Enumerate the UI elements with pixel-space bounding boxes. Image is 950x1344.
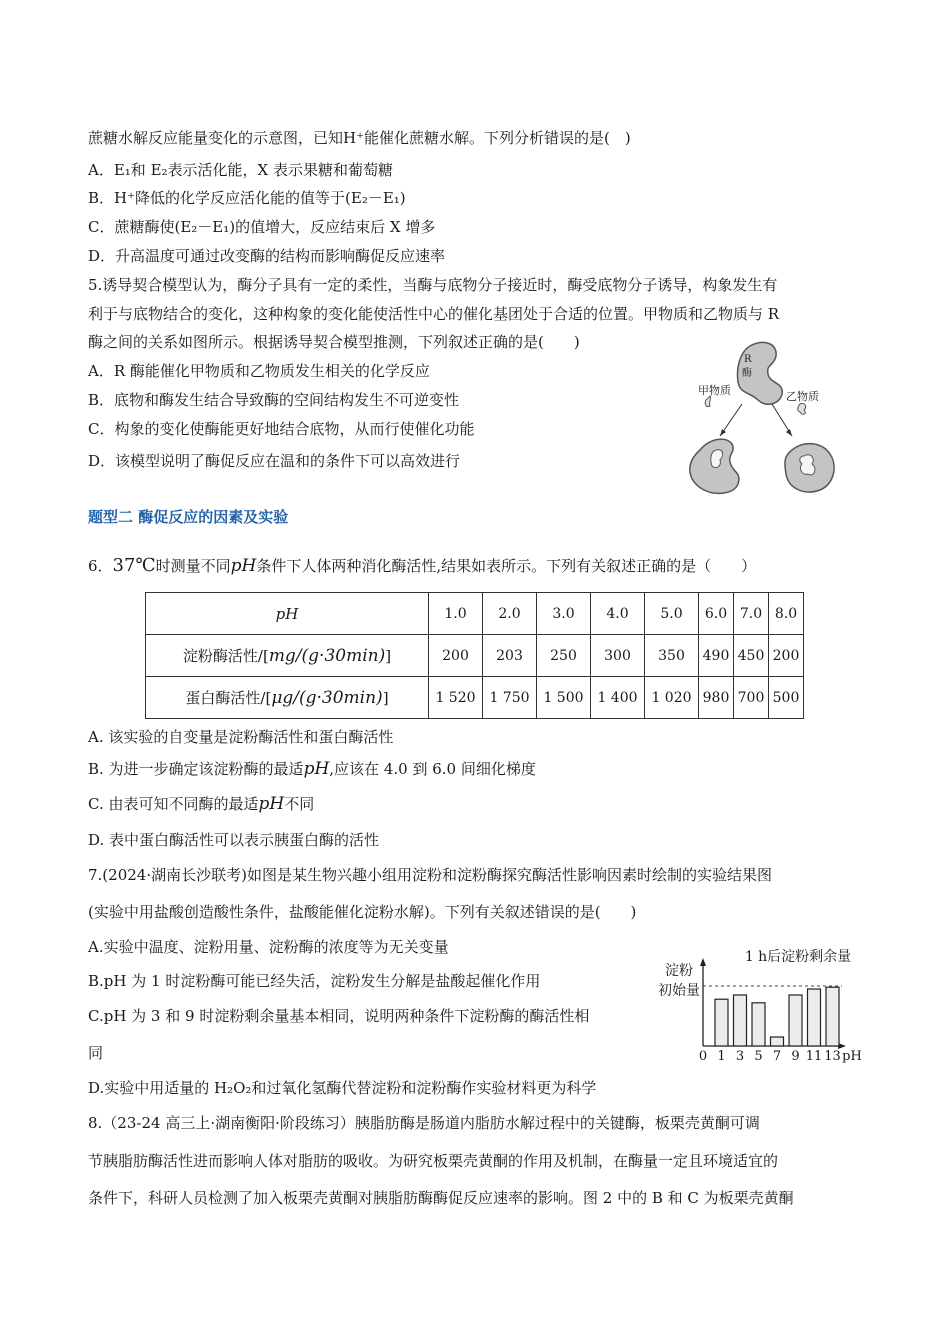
q6-option-c-pre: C. 由表可知不同酶的最适 xyxy=(88,795,259,813)
amylase-cell: 250 xyxy=(537,635,591,677)
q6-stem xyxy=(88,556,756,576)
chart-x-ticks xyxy=(699,1049,841,1064)
section-heading: 题型二 酶促反应的因素及实验 xyxy=(88,508,289,526)
amylase-label-close: ] xyxy=(385,647,392,665)
q8-stem-line-2: 节胰脂肪酶活性进而影响人体对脂肪的吸收。为研究板栗壳黄酮的作用及机制，在酶量一定且环境适宜的 xyxy=(88,1152,779,1170)
r-enzyme-label: R xyxy=(744,354,752,365)
chart-bars xyxy=(715,987,839,1046)
protease-cell: 1 020 xyxy=(645,677,699,719)
table-row-ph xyxy=(146,593,804,635)
amylase-cell: 490 xyxy=(699,635,734,677)
q4-option-d: D．升高温度可通过改变酶的结构而影响酶促反应速率 xyxy=(88,247,446,265)
table-row-protease xyxy=(146,677,804,719)
chart-x-tick-label: 7 xyxy=(772,1049,782,1064)
q4-option-b: B．H⁺降低的化学反应活化能的值等于(E₂－E₁) xyxy=(88,189,406,207)
amylase-row-label xyxy=(146,635,429,677)
amylase-unit: mg/(g·30min) xyxy=(268,646,386,666)
amylase-cell: 203 xyxy=(483,635,537,677)
chart-bar-ph-9 xyxy=(789,995,802,1046)
yi-bound-shape xyxy=(800,455,815,475)
ph-cell: 6.0 xyxy=(699,593,734,635)
protease-cell: 980 xyxy=(699,677,734,719)
q6-stem-mid: 时测量不同 xyxy=(155,557,231,575)
q6-number: 6． xyxy=(88,557,113,575)
protease-row-label xyxy=(146,677,429,719)
chart-x-tick-label: 11 xyxy=(805,1049,823,1064)
table-row-amylase xyxy=(146,635,804,677)
chart-bar-ph-5 xyxy=(752,1003,765,1046)
enzyme-activity-table xyxy=(145,592,804,719)
q6-option-b-ph: pH xyxy=(303,759,330,779)
amylase-cell: 200 xyxy=(429,635,483,677)
amylase-cell: 350 xyxy=(645,635,699,677)
enzyme-label: 酶 xyxy=(742,368,752,379)
q6-option-c-ph: pH xyxy=(258,794,285,814)
label-yi-substance: 乙物质 xyxy=(786,390,819,403)
amylase-cell: 450 xyxy=(734,635,769,677)
q5-stem-line-2: 利于与底物结合的变化，这种构象的变化能使活性中心的催化基团处于合适的位置。甲物质和乙物质与 R xyxy=(88,305,780,323)
chart-x-tick-label: 0 xyxy=(698,1049,708,1064)
amylase-cell: 300 xyxy=(591,635,645,677)
chart-x-tick-label: 13 xyxy=(824,1049,841,1064)
chart-title: 1 h后淀粉剩余量 xyxy=(744,949,852,965)
chart-bar-ph-3 xyxy=(734,995,747,1046)
chart-bar-ph-7 xyxy=(771,1037,784,1046)
q7-option-b: B.pH 为 1 时淀粉酶可能已经失活，淀粉发生分解是盐酸起催化作用 xyxy=(88,972,541,990)
q8-stem-line-3: 条件下，科研人员检测了加入板栗壳黄酮对胰脂肪酶酶促反应速率的影响。图 2 中的 B 和 C 为板栗壳黄酮 xyxy=(88,1189,794,1207)
protease-cell: 1 520 xyxy=(429,677,483,719)
protease-label-close: ] xyxy=(382,689,389,707)
protease-cell: 1 750 xyxy=(483,677,537,719)
q4-stem: 蔗糖水解反应能量变化的示意图，已知H⁺能催化蔗糖水解。下列分析错误的是( ) xyxy=(88,129,631,147)
chart-bar-ph-1 xyxy=(715,999,728,1046)
protease-cell: 500 xyxy=(769,677,804,719)
starch-remaining-chart xyxy=(648,942,870,1066)
q6-temperature: 37℃ xyxy=(112,555,156,576)
q5-option-b: B．底物和酶发生结合导致酶的空间结构发生不可逆变性 xyxy=(88,391,460,409)
table-header-ph: pH xyxy=(146,593,429,635)
protease-cell: 1 500 xyxy=(537,677,591,719)
arrowhead-jia xyxy=(720,429,726,436)
chart-x-tick-label: 1 xyxy=(717,1049,726,1064)
label-jia-substance: 甲物质 xyxy=(698,384,731,397)
induced-fit-figure xyxy=(680,338,860,500)
chart-x-tick-label: 9 xyxy=(791,1049,800,1064)
q8-stem-line-1: 8.（23-24 高三上·湖南衡阳·阶段练习）胰脂肪酶是肠道内脂肪水解过程中的关键酶，板栗壳黄酮可调 xyxy=(88,1114,760,1132)
protease-label-text: 蛋白酶活性/[ xyxy=(185,689,272,707)
q7-option-d: D.实验中用适量的 H₂O₂和过氧化氢酶代替淀粉和淀粉酶作实验材料更为科学 xyxy=(88,1079,597,1097)
q6-ph-symbol: pH xyxy=(230,556,257,576)
jia-substance-shape xyxy=(705,396,710,407)
q6-option-b xyxy=(88,759,536,779)
arrowhead-yi xyxy=(786,429,792,436)
q5-option-c: C．构象的变化使酶能更好地结合底物，从而行使催化功能 xyxy=(88,420,475,438)
protease-cell: 700 xyxy=(734,677,769,719)
amylase-label-text: 淀粉酶活性/[ xyxy=(182,647,269,665)
ph-cell: 5.0 xyxy=(645,593,699,635)
q5-stem-line-3: 酶之间的关系如图所示。根据诱导契合模型推测，下列叙述正确的是( ) xyxy=(88,333,580,351)
amylase-cell: 200 xyxy=(769,635,804,677)
ph-cell: 8.0 xyxy=(769,593,804,635)
q7-stem-line-2: (实验中用盐酸创造酸性条件，盐酸能催化淀粉水解)。下列有关叙述错误的是( ) xyxy=(88,903,637,921)
q5-stem-line-1: 5.诱导契合模型认为，酶分子具有一定的柔性，当酶与底物分子接近时，酶受底物分子诱导，构象发生有 xyxy=(88,276,778,294)
q7-option-a: A.实验中温度、淀粉用量、淀粉酶的浓度等为无关变量 xyxy=(88,938,449,956)
ph-cell: 3.0 xyxy=(537,593,591,635)
q5-option-d: D．该模型说明了酶促反应在温和的条件下可以高效进行 xyxy=(88,452,461,470)
chart-ylabel-line-2: 初始量 xyxy=(658,983,700,999)
ph-cell: 2.0 xyxy=(483,593,537,635)
q6-stem-suffix: 条件下人体两种消化酶活性,结果如表所示。下列有关叙述正确的是（ ） xyxy=(256,557,757,575)
q6-option-b-post: ,应该在 4.0 到 6.0 间细化梯度 xyxy=(329,760,536,778)
chart-bar-ph-11 xyxy=(808,989,821,1046)
yi-substance-shape xyxy=(798,403,806,414)
ph-cell: 4.0 xyxy=(591,593,645,635)
chart-bar-ph-13 xyxy=(826,987,839,1046)
chart-ylabel-line-1: 淀粉 xyxy=(665,963,693,979)
q7-option-c-continued: 同 xyxy=(88,1044,104,1062)
q6-option-c-post: 不同 xyxy=(284,795,315,813)
chart-x-tick-label: 5 xyxy=(754,1049,763,1064)
q5-option-a: A．R 酶能催化甲物质和乙物质发生相关的化学反应 xyxy=(88,362,430,380)
q7-stem-line-1: 7.(2024·湖南长沙联考)如图是某生物兴趣小组用淀粉和淀粉酶探究酶活性影响因素时绘制的实验结果图 xyxy=(88,866,772,884)
q6-option-d: D. 表中蛋白酶活性可以表示胰蛋白酶的活性 xyxy=(88,831,380,849)
ph-cell: 1.0 xyxy=(429,593,483,635)
chart-y-axis-arrow xyxy=(700,958,706,966)
q6-option-a: A. 该实验的自变量是淀粉酶活性和蛋白酶活性 xyxy=(88,728,394,746)
ph-cell: 7.0 xyxy=(734,593,769,635)
protease-cell: 1 400 xyxy=(591,677,645,719)
q4-option-c: C．蔗糖酶使(E₂－E₁)的值增大，反应结束后 X 增多 xyxy=(88,218,436,236)
chart-xlabel: pH xyxy=(842,1049,862,1064)
chart-x-tick-label: 3 xyxy=(735,1049,745,1064)
q7-option-c: C.pH 为 3 和 9 时淀粉剩余量基本相同，说明两种条件下淀粉酶的酶活性相 xyxy=(88,1007,590,1025)
protease-unit: μg/(g·30min) xyxy=(271,688,383,708)
q6-option-c xyxy=(88,794,314,814)
q4-option-a: A．E₁和 E₂表示活化能，X 表示果糖和葡萄糖 xyxy=(88,161,393,179)
q6-option-b-pre: B. 为进一步确定该淀粉酶的最适 xyxy=(88,760,304,778)
